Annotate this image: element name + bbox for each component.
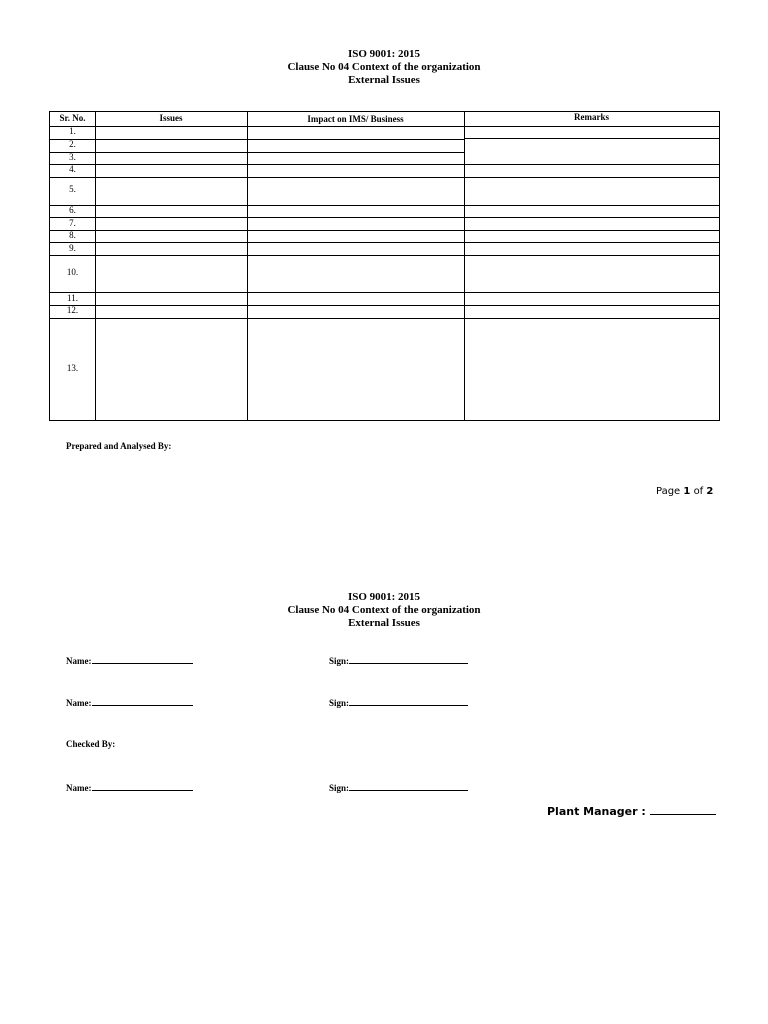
row-number: 8. xyxy=(69,230,76,240)
sign-label: Sign: xyxy=(329,698,350,708)
standard-title: ISO 9001: 2015 xyxy=(347,591,421,603)
row-number: 7. xyxy=(69,218,76,228)
sign-line xyxy=(349,781,468,791)
name-line xyxy=(92,781,193,791)
sign-label: Sign: xyxy=(329,656,350,666)
column-header-issues: Issues xyxy=(159,113,183,123)
row-number: 1. xyxy=(69,126,76,136)
plant-manager-label: Plant Manager : xyxy=(547,805,646,818)
name-field-3 xyxy=(66,781,193,793)
column-divider xyxy=(247,112,248,420)
section-title: External Issues xyxy=(348,617,420,629)
prepared-by-label: Prepared and Analysed By: xyxy=(66,441,172,451)
row-divider xyxy=(50,152,464,153)
row-number: 9. xyxy=(69,243,76,253)
plant-manager-line xyxy=(650,804,716,815)
row-number: 3. xyxy=(69,152,76,162)
row-divider xyxy=(50,139,464,140)
section-title: External Issues xyxy=(348,74,420,86)
standard-title: ISO 9001: 2015 xyxy=(347,48,421,60)
column-header-sr-no: Sr. No. xyxy=(59,113,86,123)
document-header xyxy=(0,48,768,87)
row-number: 13. xyxy=(66,363,79,373)
page-current: 1 xyxy=(683,486,691,497)
row-divider xyxy=(50,255,719,256)
row-divider xyxy=(50,177,719,178)
name-line xyxy=(92,696,193,706)
column-header-remarks: Remarks xyxy=(574,112,609,122)
plant-manager-field xyxy=(547,804,716,818)
name-label: Name: xyxy=(66,783,92,793)
page-total: 2 xyxy=(706,486,714,497)
row-divider xyxy=(50,292,719,293)
row-number: 5. xyxy=(69,184,76,194)
document-header-page-2 xyxy=(0,591,768,630)
name-field-1 xyxy=(66,654,193,666)
name-line xyxy=(92,654,193,664)
column-divider xyxy=(464,112,465,420)
clause-title: Clause No 04 Context of the organization xyxy=(287,604,481,616)
external-issues-table xyxy=(49,111,720,421)
column-divider xyxy=(95,112,96,420)
row-divider xyxy=(464,138,719,139)
name-label: Name: xyxy=(66,698,92,708)
page-number xyxy=(656,486,713,497)
row-divider xyxy=(50,305,719,306)
row-divider xyxy=(50,242,719,243)
page-of: of xyxy=(693,486,704,497)
row-divider xyxy=(50,217,719,218)
row-number: 6. xyxy=(69,205,76,215)
sign-field-3 xyxy=(329,781,468,793)
name-field-2 xyxy=(66,696,193,708)
checked-by-label: Checked By: xyxy=(66,739,116,749)
row-number: 4. xyxy=(69,164,76,174)
sign-line xyxy=(349,696,468,706)
sign-label: Sign: xyxy=(329,783,350,793)
row-number: 2. xyxy=(69,139,76,149)
column-header-impact: Impact on IMS/ Business xyxy=(307,114,404,124)
row-divider xyxy=(50,318,719,319)
row-divider xyxy=(50,164,719,165)
sign-line xyxy=(349,654,468,664)
name-label: Name: xyxy=(66,656,92,666)
row-number: 12. xyxy=(66,305,79,315)
row-divider xyxy=(50,230,719,231)
row-divider xyxy=(50,126,719,127)
sign-field-2 xyxy=(329,696,468,708)
row-divider xyxy=(50,205,719,206)
sign-field-1 xyxy=(329,654,468,666)
row-number: 11. xyxy=(67,293,78,303)
page-prefix: Page xyxy=(656,486,681,497)
clause-title: Clause No 04 Context of the organization xyxy=(287,61,481,73)
row-number: 10. xyxy=(66,267,79,277)
